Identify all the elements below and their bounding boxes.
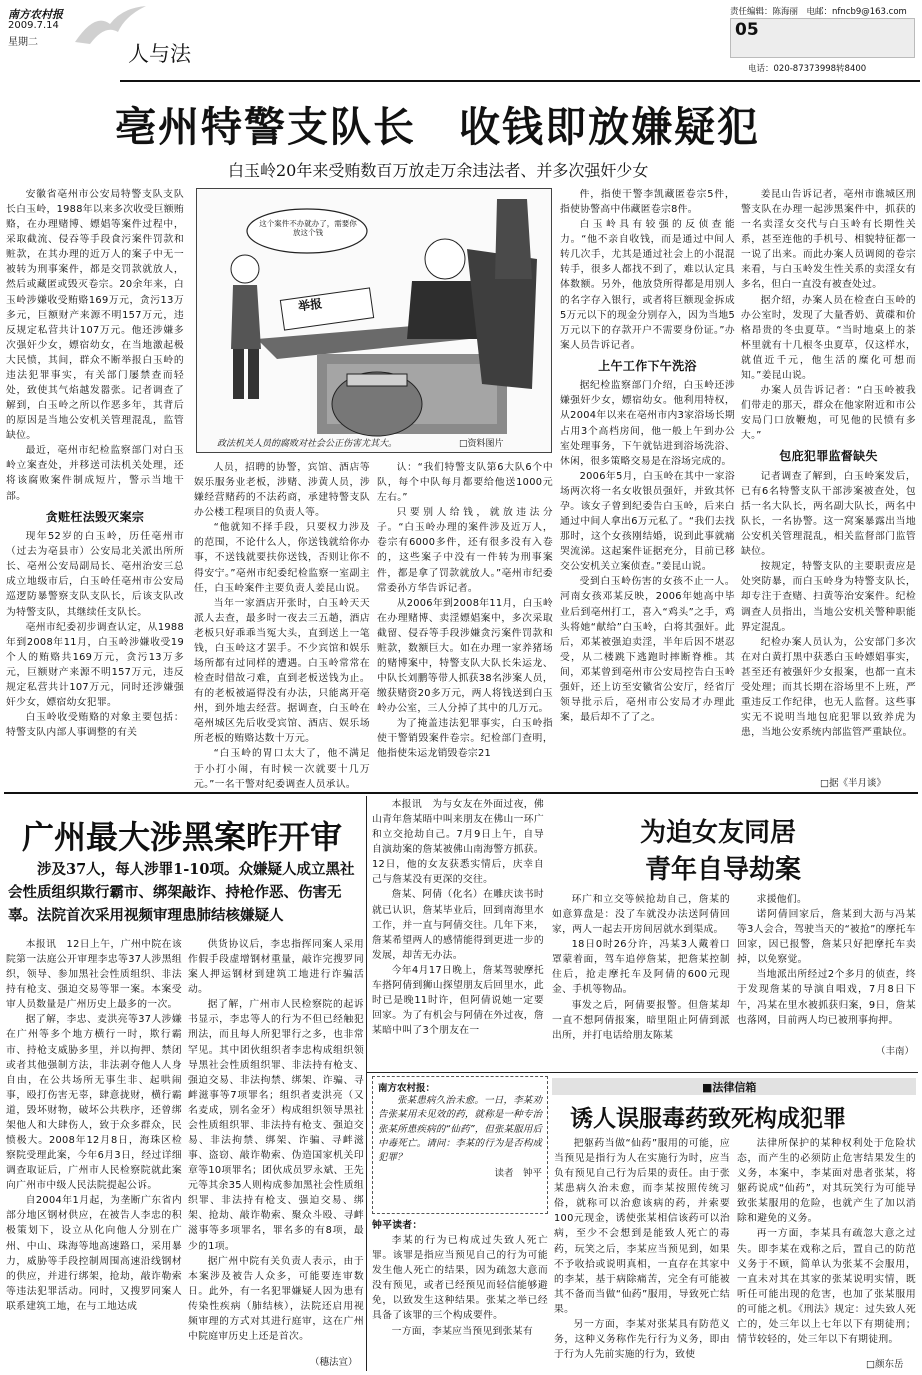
lead-paragraph: 亳州市纪委初步调查认定，从1988年到2008年11月，白玉岭涉嫌收受19个人的贿赂共169万元，贪污13万多元，巨额财产来源不明157万元，违反规定私营共计107万元，同时还涉嫌强奸少女，嫖宿幼女犯罪。: [6, 621, 184, 708]
cartoon-drawing: [197, 189, 553, 454]
lead-paragraph: 当年一家酒店开张时，白玉岭天天派人去查，最多时一夜去三五趟，酒店老板只好乖乖当冤大头，直到送上一笔钱，白玉岭这才罢手。不少宾馆和娱乐场所都有过同样的遭遇。白玉岭常常在检查时借故刁难，直到老板送钱为止。有的老板被逼得没有办法，只能离开亳州，到外地去经营。据调查，白玉岭在亳州城区先后收受宾馆、酒店、娱乐场所老板的贿赂达数十万元。: [194, 597, 370, 745]
story2-paragraph: 据了解，广州市人民检察院的起诉书显示，李忠等人的行为不但已经触犯刑法，而且每人所犯罪行之多，也非常罕见。其中团伙组织者李忠构成组织领导黑社会性质组织罪、非法持有枪支、强迫交易、非法拘禁、绑架、诈骗、寻衅滋事等7项罪名；组织者麦洪亮（又名麦成，别名金牙）构成组织领导黑社会性质组织罪、非法持有枪支、强迫交易、非法拘禁、绑架、诈骗、寻衅滋事、盗窃、敲诈勒索、伪造国家机关印章等10项罪名；团伙成员罗永斌、王先元等其余35人则构成参加黑社会性质组织罪、非法持有枪支、强迫交易、绑架、抢劫、敲诈勒索、聚众斗殴、寻衅滋事等多项罪名，罪名多的有8项，最少的1项。: [188, 999, 364, 1252]
story4-paragraph: 法律所保护的某种权利处于危险状态，而产生的必须防止危害结果发生的义务，本案中，李某面对患者张某，将躯药说成“仙药”，对其玩笑行为可能导致张某服用的危险，也就产生了加以消除和避免的义务。: [737, 1138, 916, 1225]
cartoon-speech-text: 这个案件不办就办了，需要你放这个钱: [259, 219, 357, 237]
story2-headline: 广州最大涉黑案昨开审: [22, 818, 343, 856]
story2-column-1: [6, 937, 182, 1367]
lead-paragraph: 最近，亳州市纪检监察部门对白玉岭立案查处，并移送司法机关处理，还将该腐败案件制成短片，警示当地干部。: [6, 445, 184, 502]
story3-paragraph: 诺阿倩回家后，詹某到大沥与冯某等3人会合，驾驶当天的“被抢”的摩托车回家，因已报警，詹某只好把摩托车卖掉，以免察觉。: [737, 909, 916, 966]
story2-paragraph: 本报讯 12日上午，广州中院在该院第一法庭公开审理李忠等37人涉黑组织，领导、参加黑社会性质组织、非法持有枪支、强迫交易等罪一案。本案受审人员数量是广州历史上最多的一次。: [6, 939, 182, 1011]
story4-paragraph: 李某的行为已构成过失致人死亡罪。该罪是指应当预见自己的行为可能发生他人死亡的结果，因为疏忽大意而没有预见，或者已经预见而轻信能够避免，以致发生这种结果。张某之举已经具备了该罪的三个构成要件。: [372, 1235, 548, 1322]
story4-paragraph: 另一方面，李某对张某具有防范义务，这种义务称作先行行为义务，即由于行为人先前实施的行为，致使: [554, 1318, 730, 1361]
masthead: [0, 0, 922, 82]
lead-paragraph: 人员，招聘的协警，宾馆、酒店等娱乐服务业老板，涉赌、涉黄人员，涉嫌经营赌药的不法药商，承建特警支队办公楼工程项目的负责人等。: [194, 462, 370, 519]
cartoon-illustration: [196, 188, 552, 453]
lead-paragraph: 只要别人给钱，就放违法分子。“白玉岭办理的案件涉及近万人，卷宗有6000多件，还有很多没有入卷的，这些案子中没有一件转为刑事案件，都是拿了罚款就放人。”亳州市纪委常委孙方华告诉记者。: [377, 507, 553, 594]
story4-column-3: [737, 1136, 916, 1358]
photo-credit: □资料图片: [459, 439, 504, 449]
story4-headline: 诱人误服毒药致死构成犯罪: [570, 1105, 846, 1132]
lead-paragraph: 姜昆山告诉记者，亳州市谯城区刑警支队在办理一起涉黑案件中，抓获的一名卖淫女交代与白玉岭有长期性关系，甚至连他的手机号、相貌特征都一一说了出来。而此办案人员调阅的卷宗来看，与白玉岭发生性关系的卖淫女有多名，但白一直没有被查处过。: [741, 189, 916, 291]
mailbox-letter-box: [372, 1076, 548, 1214]
lead-column-5: [741, 187, 916, 773]
lead-paragraph: 白玉岭收受贿赂的对象主要包括：特警支队内部人事调整的有关: [6, 712, 184, 739]
lead-subheadline: 白玉岭20年来受贿数百万放走万余违法者、并多次强奸少女: [228, 161, 649, 180]
story3-headline-line2: 青年自导劫案: [645, 855, 802, 885]
masthead-rule: [120, 80, 920, 82]
lead-column-3: [377, 460, 553, 773]
letter-dateline: 南方农村报：: [378, 1083, 436, 1094]
story2-column-2: [188, 937, 364, 1361]
cartoon-bag-label: 举报: [297, 296, 323, 314]
page-number-box: [730, 18, 915, 58]
column-divider: [366, 796, 367, 1371]
story2-paragraph: 据了解，李忠、麦洪亮等37人涉嫌在广州等多个地方横行一时，欺行霸市、持枪支威胁多里，并以拘押、禁闭或者其他强制方法，非法剥夺他人人身自由，在公共场所无事生非、起哄闹事，殴打伤害无辜，肆意拢财，横行霸道，毁坏财物，破坏公共秩序，还曾绑架他人和大肆伤人，致于众多群众，民愤极大。2008年12月8日，海珠区检察院受理此案，今年6月3日，经过详细调查取证后，广州市人民检察院就此案向广州市中级人民法院提起公诉。: [6, 1014, 182, 1192]
story4-paragraph: 一方面，李某应当预见到张某有: [391, 1325, 533, 1337]
story3-column-1: [372, 797, 544, 1069]
story2-byline: （穗法宣）: [310, 1357, 358, 1368]
phone-contact: 电话：020-87373998转8400: [748, 64, 867, 74]
lead-subhead: 贪赃枉法毁灭案宗: [45, 509, 145, 524]
lead-paragraph: 据介绍，办案人员在检查白玉岭的办公室时，发现了大量香奶、黄碟和价格昂贵的冬虫夏草。“当时地桌上的茶杯里就有十几根冬虫夏草，仅这样水，就值近千元，他生活的糜化可想而知。”姜昆山说。: [741, 294, 916, 381]
story3-paragraph: 求援他们。: [756, 894, 808, 905]
section-divider: [366, 1072, 918, 1073]
letter-reader: 读者 钟平: [494, 1168, 542, 1180]
issue-weekday: 星期二: [8, 37, 38, 48]
lead-paragraph: 认：“我们特警支队第6大队6个中队，每个中队每月都要给他送1000元左右。”: [377, 462, 553, 504]
story2-paragraph: 自2004年1月起，为垄断广东省内部分地区钢材供应，在被告人李忠的积极策划下，设立从化向他人分别在广州、中山、珠海等地高速路口，采用暴力，威胁等手段控制周围高速沿线钢材的供应，并进行绑架，抢劫，敲诈勒索等违法犯罪活动。同时，又搜罗同案人联系建筑工地，在与工地达成: [6, 1195, 182, 1312]
lead-paragraph: 据纪检监察部门介绍，白玉岭还涉嫌强奸少女，嫖宿幼女。他利用特权，从2004年以来在亳州市内3家浴场长期占用3个高档房间，他一般上午到办公室处理事务，下午就钻进到浴场洗浴、休闲，很多策略交易是在浴场完成的。: [560, 380, 735, 467]
story3-column-2: [552, 892, 730, 1069]
lead-paragraph: 件，指使干警李凯藏匿卷宗5件，指使协警高中伟藏匿卷宗8件。: [560, 189, 735, 216]
story2-paragraph: 据广州中院有关负责人表示，由于本案涉及被告人众多，可能要连审数日。此外，有一名犯罪嫌疑人因为患有传染性疾病（肺结核），法院还启用视频审理的方式对其进行庭审，这在广州中院庭审历史上还是首次。: [188, 1255, 364, 1343]
lead-paragraph: 办案人员告诉记者：“白玉岭被我们带走的那天，群众在他家附近和市公安局门口放鞭炮，可见他的民愤有多大。”: [741, 385, 916, 442]
story2-paragraph: 供货协议后，李忠指挥同案人采用作假手段虚增钢材重量，敲诈完搜罗同案人押运钢材到建筑工地进行诈骗活动。: [188, 939, 364, 996]
story3-byline: （丰南）: [876, 1046, 915, 1057]
story3-paragraph: 詹某、阿倩（化名）在雕庆读书时就已认识，詹某毕业后，回到南海里水工作，并一直与阿倩交往。几年下来，詹某希望两人的感情能得到更进一步的发展，却苦无办法。: [372, 889, 544, 961]
lead-paragraph: 白玉岭具有较强的反侦查能力。“他不亲自收钱，而是通过中间人转几次手，尤其是通过社会上的小混混转手，很多人都找不到了，难以认定具体数额。另外，他放贷所得都是用别人的名字存入银行，或者将巨额现金拆成5万元以下的现金分别存入，因为当地5万元以下的存款开户不需要身份证。”办案人员告诉记者。: [560, 219, 735, 351]
editor-contact: 责任编辑：陈海丽 电邮：nfncb9@163.com: [730, 7, 907, 17]
page-number: 05: [735, 20, 759, 40]
story3-paragraph: 事发之后，阿倩要报警。但詹某却一直不想阿倩报案，暗里阻止阿倩到派出所，并打电话给朋友陈某: [552, 999, 730, 1041]
lead-column-1: [6, 187, 184, 773]
lead-paragraph: 2006年5月，白玉岭在其中一家浴场两次将一名女收银员强奸，并致其怀孕。该女子曾到纪委告白玉岭，后来白通过中间人拿出6万元私了。“我们去找那时，这个女孩刚结婚，说到此事就痛哭流涕。这起案件证据充分，目前已移交公安机关立案侦查。”姜昆山说。: [560, 470, 735, 573]
story3-paragraph: 18日0时26分许，冯某3人戴着口罩蒙着面，驾车追停詹某，把詹某控制住后，抢走摩托车及阿倩的600元现金、手机等物品。: [552, 939, 730, 996]
story4-paragraph: 把躯药当做“仙药”服用的可能，应当预见是指行为人在实施行为时，应当负有预见自己行为后果的责任。由于张某患病久治未愈，而李某按照传统习俗，就称可以治愈该病的药，并索要100元现金，诱使张某相信该药可以治病，至少不会想到是能致人死亡的毒药，玩笑之后，李某应当预见到，如果不予收拾或说明真相，一直存在其家中的李某，基于病除痛苦，完全有可能被其不备而当做“仙药”服用，导致死亡结果。: [554, 1138, 730, 1315]
story4-byline: □颜东岳: [866, 1359, 904, 1370]
story4-column-2: [554, 1136, 730, 1370]
lead-paragraph: 现年52岁的白玉岭，历任亳州市（过去为亳县市）公安局北关派出所所长、亳州公安局副局长、亳州治安三总成立地级市后，白玉岭任亳州市公安局巡逻防暴警察支队支队长，后该支队改为特警支队，其继续任支队长。: [6, 531, 184, 618]
lead-column-4: [560, 187, 735, 773]
story3-paragraph: 本报讯 为与女友在外面过夜，佛山青年詹某晤中叫来朋友在佛山一环广和立交抢劫自己。7月9日上午，自导自演劫案的詹某被佛山南海警方抓获。12日，他的女友获悉实情后，庆幸自己与詹某没有更深的交往。: [372, 799, 544, 886]
lead-byline: □据《半月谈》: [820, 778, 886, 789]
letter-text: 张某患病久治未愈。一日，李某劝告张某用未见效的药，就称是一种专治张某所患疾病的“仙药”，但张某服用后中毒死亡。请问：李某的行为是否构成犯罪？: [378, 1095, 542, 1163]
lead-paragraph: 为了掩盖违法犯罪事实，白玉岭指使干警销毁案件卷宗。纪检部门查明，他指使朱运龙销毁卷宗21: [377, 718, 553, 760]
section-title: 人与法: [128, 42, 191, 66]
story3-paragraph: 当地派出所经过2个多月的侦查，终于发现詹某的导演自唱戏，7月8日下午，冯某在里水被抓获归案，9日，詹某也落网，目前两人均已被刑事拘押。: [737, 969, 916, 1026]
answer-salutation: 钟平读者：: [372, 1220, 423, 1231]
issue-date: 2009.7.14: [8, 20, 59, 31]
lead-paragraph: 记者调查了解到，白玉岭案发后，已有6名特警支队干部涉案被查处，包括一名大队长，两名副大队长，两名中队长，一名协警。这一窝案暴露出当地公安机关管理混乱，相关监督部门监管缺位。: [741, 470, 916, 558]
photo-caption: 政法机关人员的腐败对社会公正伤害尤其大。: [217, 439, 398, 449]
section-divider: [4, 792, 918, 794]
lead-paragraph: 按规定，特警支队的主要职责应是处突防暴，而白玉岭身为特警支队长，却专注于查赌、扫黄等治安案件。纪检调查人员指出，当地公安机关警种职能界定混乱。: [741, 561, 916, 633]
paper-logo: 南方农村报: [8, 8, 63, 21]
lead-paragraph: 安徽省亳州市公安局特警支队支队长白玉岭，1988年以来多次收受巨额贿赂，在办理赌博、嫖娼等案件过程中，采取截流、侵吞等手段食污案件罚款和赃款，在其办理的近万人的案子中无一被转为刑事案件，都是交罚款就放人，然后或藏匿或毁灭卷宗。20余年来，白玉岭涉嫌收受贿赂169万元，贪污13万多元，巨额财产来源不明157万元，违反规定私营共计107万元。他还涉嫌多次强奸少女，嫖宿幼女，在当地激起极大民愤，其间，群众不断举报白玉岭的违法犯罪事实，有关部门屡禁查而轻处，致使其气焰越发嚣张。记者调查了解到，白玉岭之所以作恶多年，其背后的原因是当地公安机关管理混乱，监管缺位。: [6, 189, 184, 442]
story3-column-3: [737, 892, 916, 1042]
lead-paragraph: “他就知不择手段，只要权力涉及的范围，不论什么人，你送钱就给你办事，不送钱就要扶你送钱，否则让你不得安宁。”亳州市纪委纪检监察一室副主任，白玉岭案件主要负责人姜昆山说。: [194, 522, 370, 594]
lead-paragraph: 从2006年到2008年11月，白玉岭在办理赌博、卖淫嫖娼案中，多次采取截留、侵吞等手段涉嫌贪污案件罚款和赃款，数额巨大。如在办理一家养猪场的赌博案中，特警支队大队长朱运龙、中队长刘鹏等带人抓获38名涉案人员，缴获赌资20多万元，两人将钱送到白玉岭办公室，三人分掉了其中的几万元。: [377, 597, 553, 715]
lead-paragraph: 纪检办案人员认为，公安部门多次在对白黄打黑中获悉白玉岭嫖娼事实，甚至还有被强奸少女报案，也都一直未受处理；而其长期在浴场里不上班，严重违反工作纪律，也无人监督。这些事实无不说明当地包庇犯罪以致养虎为患，当地公安系统内部监管严重缺位。: [741, 636, 916, 739]
lead-headline: 亳州特警支队长 收钱即放嫌疑犯: [115, 103, 760, 151]
story3-headline-line1: 为迫女友同居: [640, 818, 797, 848]
lead-column-2: [194, 460, 370, 790]
lead-subhead: 上午工作下午洗浴: [598, 358, 697, 373]
story4-paragraph: 再一方面，李某具有疏忽大意之过失。即李某在戏称之后，置自己的防范义务于不顾，简单认为张某不会服用，一直未对其在其家的张某说明实情，既听任可能出现的危害，也加了张某服用的可能之机。《刑法》规定：过失致人死亡的，处三年以上七年以下有期徒刑；情节较轻的，处三年以下有期徒刑。: [737, 1228, 916, 1346]
story4-column-1: [372, 1218, 548, 1370]
lead-paragraph: 受到白玉岭伤害的女孩不止一人。河南女孩邓某反映，2006年她高中毕业后到亳州打工，喜入“鸡头”之手，鸡头将她“献给”白玉岭，白将其强奸。此后，邓某被强迫卖淫，半年后因不堪忍受，从二楼跳下逃跑时摔断脊椎。其间，邓某曾到亳州市公安局控告白玉岭强奸，还上访至安徽省公安厅，经省厅领导批示后，亳州市公安局才办理此案，最后却不了了之。: [560, 576, 735, 724]
lead-paragraph: “白玉岭的胃口太大了，他不满足于小打小闹，有时候一次就要十几万元。”一名干警对纪委调查人员承认。: [194, 748, 370, 790]
mailbox-tag: ■法律信箱: [552, 1078, 916, 1095]
lead-subhead: 包庇犯罪监督缺失: [779, 449, 878, 464]
story2-deck: 涉及37人，每人涉罪1-10项。众嫌疑人成立黑社会性质组织欺行霸市、绑架敲诈、持枪作恶、伤害无辜。法院首次采用视频审理患肺结核嫌疑人: [8, 861, 355, 925]
story3-paragraph: 今年4月17日晚上，詹某驾驶摩托车搭阿倩到狮山探望朋友后回里水，此时已是晚11时许，但阿倩说她一定要回家。为了有机会与阿倩在外过夜，詹某暗中叫了3个朋友在一: [372, 964, 544, 1037]
story3-paragraph: 环广和立交等候抢劫自己，詹某的如意算盘是：没了车就没办法送阿倩回家，两人一起去开房间居就水到渠成。: [552, 894, 730, 936]
